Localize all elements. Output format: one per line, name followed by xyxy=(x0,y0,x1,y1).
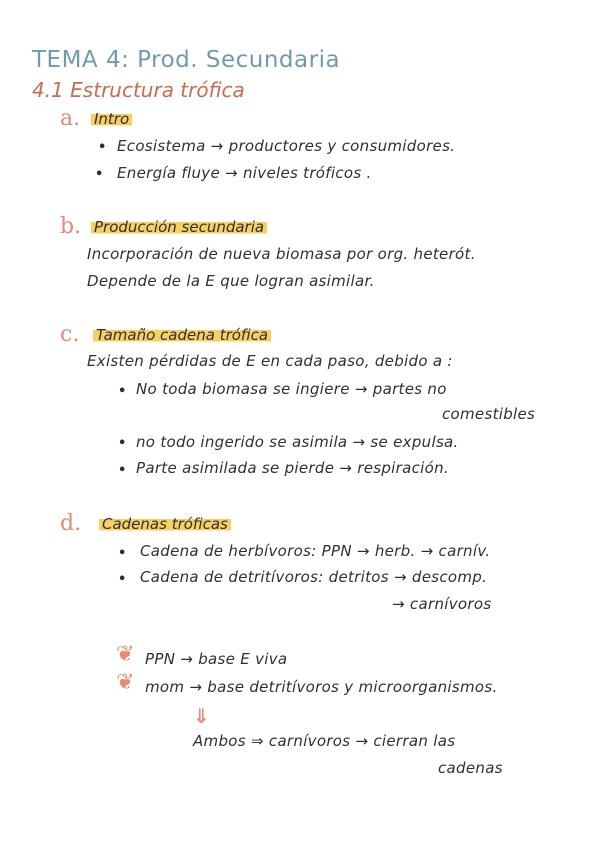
section-c-item-3: Parte asimilada se pierde → respiración. xyxy=(136,459,449,477)
section-a-letter: a. xyxy=(60,106,81,131)
section-c-item-2: no todo ingerido se asimila → se expulsa. xyxy=(136,433,459,451)
conclusion-line-cont: cadenas xyxy=(438,759,503,777)
section-subtitle: 4.1 Estructura trófica xyxy=(32,78,245,102)
bullet-icon: • xyxy=(118,572,127,587)
section-d-item-2: Cadena de detritívoros: detritos → descomp. xyxy=(140,568,488,586)
section-d-item-2-cont: → carnívoros xyxy=(392,595,492,613)
bullet-icon: • xyxy=(118,436,127,451)
bullet-icon: • xyxy=(118,546,127,561)
note-ppn: PPN → base E viva xyxy=(145,650,288,668)
down-arrow-icon: ⇓ xyxy=(193,704,210,728)
bullet-icon: • xyxy=(95,167,104,182)
section-b-line-2: Depende de la E que logran asimilar. xyxy=(87,272,375,290)
bullet-icon: • xyxy=(98,140,107,155)
section-c-intro: Existen pérdidas de E en cada paso, debido a : xyxy=(87,352,453,370)
section-d-heading: Cadenas tróficas xyxy=(99,515,231,533)
section-c-item-1-cont: comestibles xyxy=(442,405,536,423)
sprout-icon: ❦ xyxy=(116,670,135,695)
section-c-letter: c. xyxy=(60,322,80,347)
section-b-letter: b. xyxy=(60,214,82,239)
bullet-icon: • xyxy=(118,463,127,478)
bullet-icon: • xyxy=(118,384,127,399)
section-a-item-1: Ecosistema → productores y consumidores. xyxy=(117,137,456,155)
section-b-line-1: Incorporación de nueva biomasa por org. heterót. xyxy=(87,245,476,263)
page-title: TEMA 4: Prod. Secundaria xyxy=(32,47,341,73)
section-d-letter: d. xyxy=(60,511,82,536)
section-c-item-1: No toda biomasa se ingiere → partes no xyxy=(136,380,447,398)
section-a-heading: Intro xyxy=(91,110,132,128)
sprout-icon: ❦ xyxy=(116,642,135,667)
section-d-item-1: Cadena de herbívoros: PPN → herb. → carnív. xyxy=(140,542,491,560)
section-b-heading: Producción secundaria xyxy=(91,218,267,236)
section-c-heading: Tamaño cadena trófica xyxy=(93,326,271,344)
section-a-item-2: Energía fluye → niveles tróficos . xyxy=(117,164,372,182)
conclusion-line: Ambos ⇒ carnívoros → cierran las xyxy=(193,732,456,750)
note-mom: mom → base detritívoros y microorganismos. xyxy=(145,678,498,696)
